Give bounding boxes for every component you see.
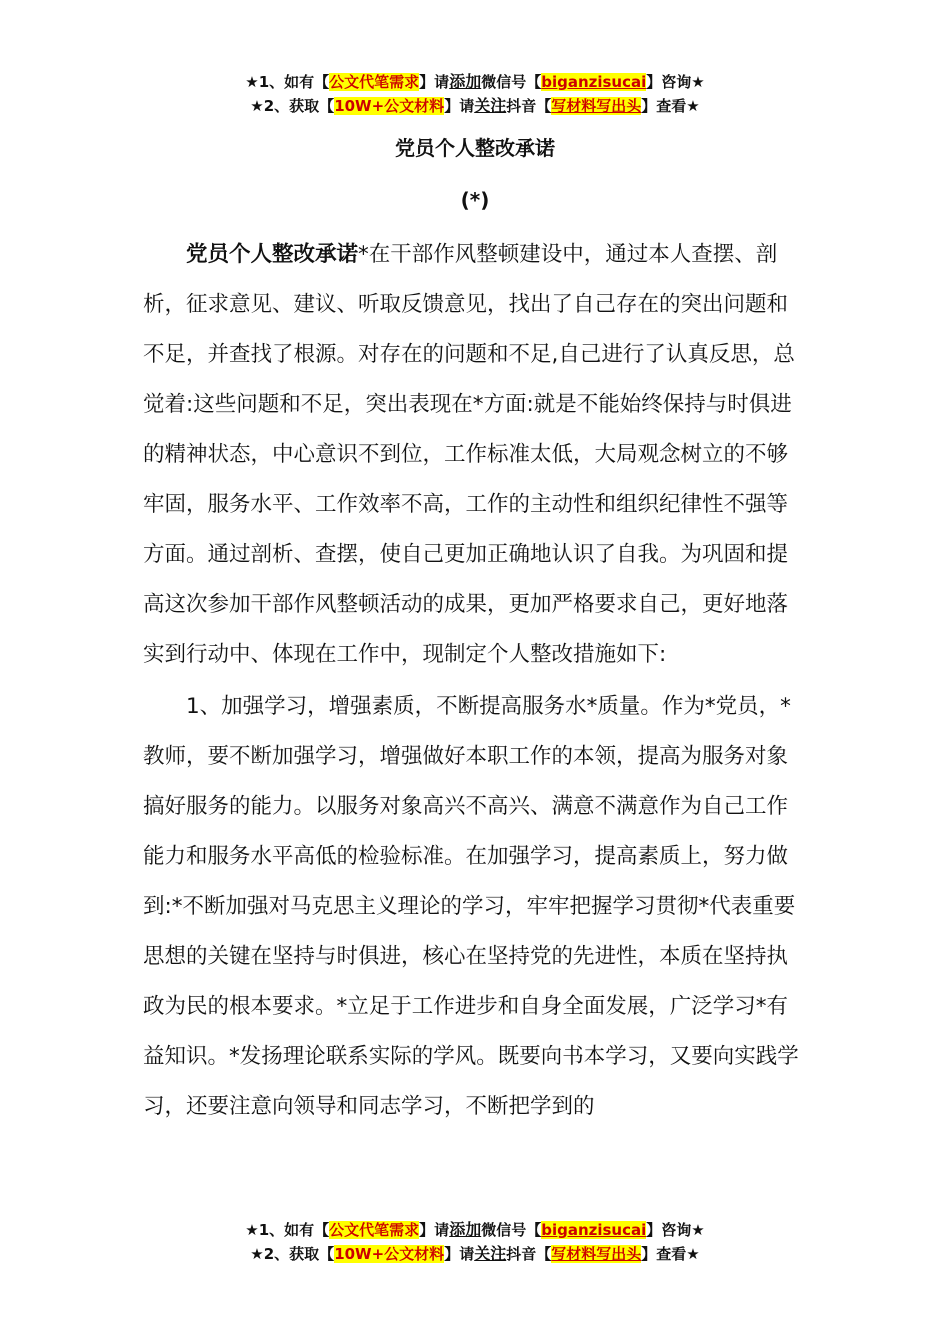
promo-text: 】请 [444,97,475,115]
promo-banner-bottom [0,1218,950,1266]
promo-text: 】查看★ [641,1245,700,1263]
promo-line-2 [0,1242,950,1266]
paragraph-1 [143,230,809,680]
promo-wechat-id: biganzisucai [541,1221,647,1239]
promo-text: 】请 [419,73,450,91]
promo-underline: 添加 [449,1220,482,1239]
promo-text: 】咨询★ [646,73,705,91]
paragraph-2 [143,682,809,1132]
promo-text: 】咨询★ [646,1221,705,1239]
doc-subtitle: (*) [460,188,490,212]
promo-text: ★2、获取【 [250,1245,335,1263]
promo-text: 】请 [419,1221,450,1239]
promo-text: 抖音【 [506,97,552,115]
doc-body [143,230,809,1132]
promo-text: ★1、如有【 [245,1221,330,1239]
promo-highlight: 公文代笔需求 [329,1221,420,1239]
promo-underline: 关注 [474,1244,507,1263]
promo-underline: 关注 [474,96,507,115]
promo-line-1 [0,70,950,94]
promo-highlight: 10W+公文材料 [334,97,445,115]
promo-line-2 [0,94,950,118]
doc-title: 党员个人整改承诺 [395,136,555,160]
paragraph-text: *在干部作风整顿建设中，通过本人查摆、剖析，征求意见、建议、听取反馈意见，找出了自己存在的突出问题和不足，并查找了根源。对存在的问题和不足,自己进行了认真反思，总觉着:这些问题和不足，突出表现在*方面:就是不能始终保持与时俱进的精神状态，中心意识不到位，工作标准太低，大局观念树立的不够牢固，服务水平、工作效率不高，工作的主动性和组织纪律性不强等方面。通过剖析、查摆，使自己更加正确地认识了自我。为巩固和提高这次参加干部作风整顿活动的成果，更加严格要求自己，更好地落实到行动中、体现在工作中，现制定个人整改措施如下: [143,242,795,667]
promo-text: ★2、获取【 [250,97,335,115]
promo-underline: 添加 [449,72,482,91]
promo-text: 】请 [444,1245,475,1263]
promo-text: 微信号【 [481,73,542,91]
paragraph-text: 1、加强学习，增强素质，不断提高服务水*质量。作为*党员，*教师，要不断加强学习，增强做好本职工作的本领，提高为服务对象搞好服务的能力。以服务对象高兴不高兴、满意不满意作为自己工作能力和服务水平高低的检验标准。在加强学习，提高素质上，努力做到:*不断加强对马克思主义理论的学习，牢牢把握学习贯彻*代表重要思想的关键在坚持与时俱进，核心在坚持党的先进性，本质在坚持执政为民的根本要求。*立足于工作进步和自身全面发展，广泛学习*有益知识。*发扬理论联系实际的学风。既要向书本学习，又要向实践学习，还要注意向领导和同志学习，不断把学到的 [143,694,799,1119]
promo-text: 微信号【 [481,1221,542,1239]
promo-wechat-id: biganzisucai [541,73,647,91]
promo-line-1 [0,1218,950,1242]
paragraph-lead: 党员个人整改承诺 [186,242,359,267]
promo-douyin-id: 写材料写出头 [551,97,642,115]
promo-text: 】查看★ [641,97,700,115]
promo-text: ★1、如有【 [245,73,330,91]
promo-douyin-id: 写材料写出头 [551,1245,642,1263]
promo-highlight: 10W+公文材料 [334,1245,445,1263]
promo-highlight: 公文代笔需求 [329,73,420,91]
promo-banner-top [0,70,950,118]
promo-text: 抖音【 [506,1245,552,1263]
